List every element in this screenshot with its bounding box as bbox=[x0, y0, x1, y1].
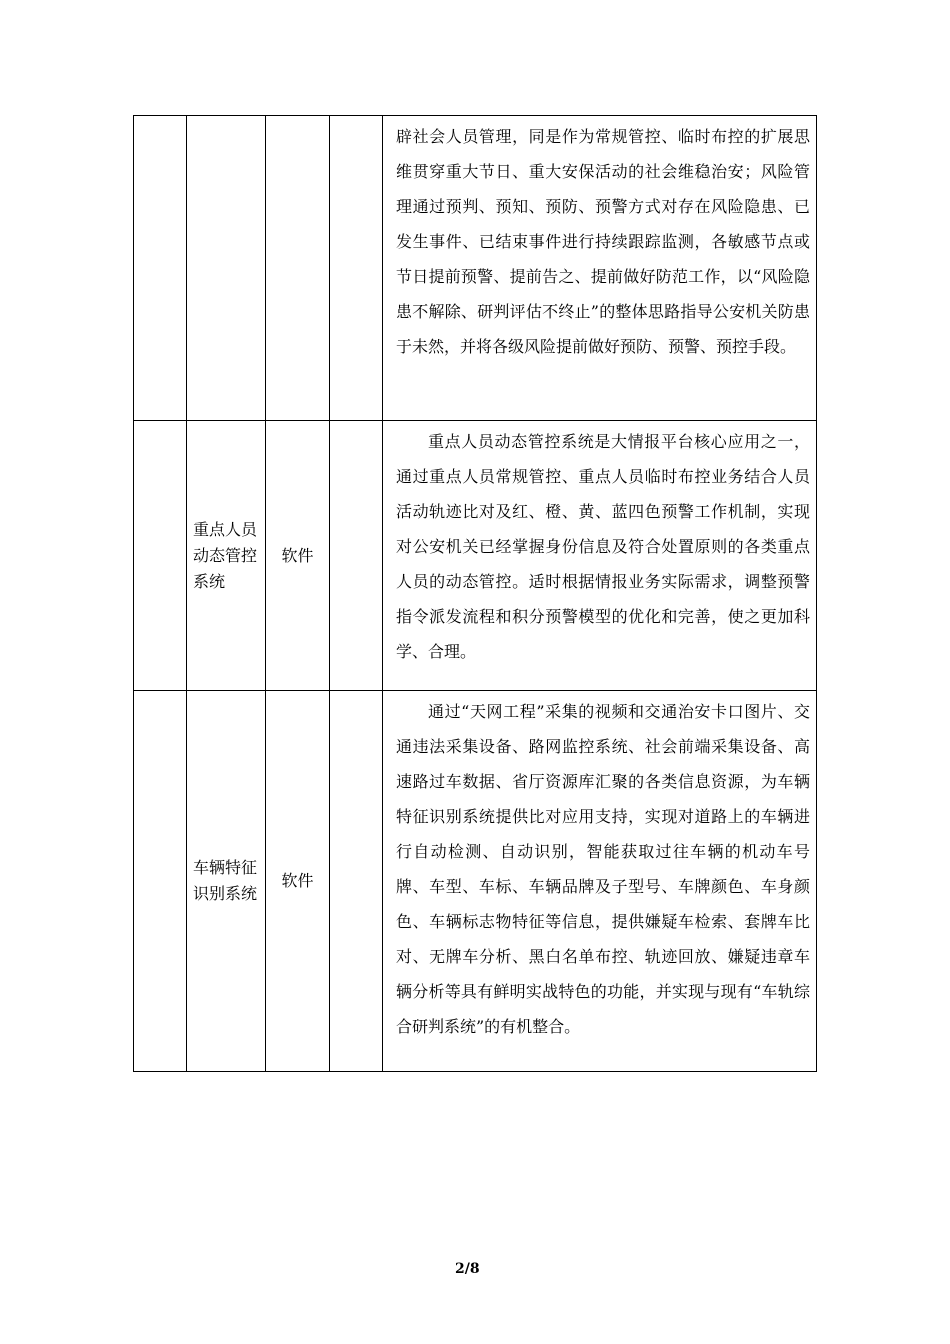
table-row bbox=[134, 421, 817, 691]
index-cell bbox=[134, 421, 187, 691]
description-text: 重点人员动态管控系统是大情报平台核心应用之一，通过重点人员常规管控、重点人员临时布控业务结合人员活动轨迹比对及红、橙、黄、蓝四色预警工作机制，实现对公安机关已经掌握身份信息及符合处置原则的各类重点人员的动态管控。适时根据情报业务实际需求，调整预警指令派发流程和积分预警模型的优化和完善，使之更加科学、合理。 bbox=[396, 432, 810, 661]
description-cell bbox=[383, 691, 817, 1072]
description-cell bbox=[383, 116, 817, 421]
index-cell bbox=[134, 116, 187, 421]
system-type-cell: 软件 bbox=[266, 421, 330, 691]
table-row bbox=[134, 691, 817, 1072]
system-table bbox=[133, 115, 817, 1072]
system-type-cell bbox=[266, 116, 330, 421]
quantity-cell bbox=[330, 691, 383, 1072]
description-text: 辟社会人员管理，同是作为常规管控、临时布控的扩展思维贯穿重大节日、重大安保活动的社会维稳治安；风险管理通过预判、预知、预防、预警方式对存在风险隐患、已发生事件、已结束事件进行持续跟踪监测，各敏感节点或节日提前预警、提前告之、提前做好防范工作，以“风险隐患不解除、研判评估不终止”的整体思路指导公安机关防患于未然，并将各级风险提前做好预防、预警、预控手段。 bbox=[396, 127, 810, 356]
description-text: 通过“天网工程”采集的视频和交通治安卡口图片、交通违法采集设备、路网监控系统、社会前端采集设备、高速路过车数据、省厅资源库汇聚的各类信息资源，为车辆特征识别系统提供比对应用支持，实现对道路上的车辆进行自动检测、自动识别，智能获取过往车辆的机动车号牌、车型、车标、车辆品牌及子型号、车牌颜色、车身颜色、车辆标志物特征等信息，提供嫌疑车检索、套牌车比对、无牌车分析、黑白名单布控、轨迹回放、嫌疑违章车辆分析等具有鲜明实战特色的功能，并实现与现有“车轨综合研判系统”的有机整合。 bbox=[396, 702, 810, 1036]
quantity-cell bbox=[330, 116, 383, 421]
system-name-cell: 车辆特征识别系统 bbox=[187, 691, 266, 1072]
quantity-cell bbox=[330, 421, 383, 691]
description-cell bbox=[383, 421, 817, 691]
system-name-cell: 重点人员动态管控系统 bbox=[187, 421, 266, 691]
index-cell bbox=[134, 691, 187, 1072]
system-type-cell: 软件 bbox=[266, 691, 330, 1072]
table-row bbox=[134, 116, 817, 421]
system-name-cell bbox=[187, 116, 266, 421]
page-number: 2/8 bbox=[455, 1261, 480, 1277]
